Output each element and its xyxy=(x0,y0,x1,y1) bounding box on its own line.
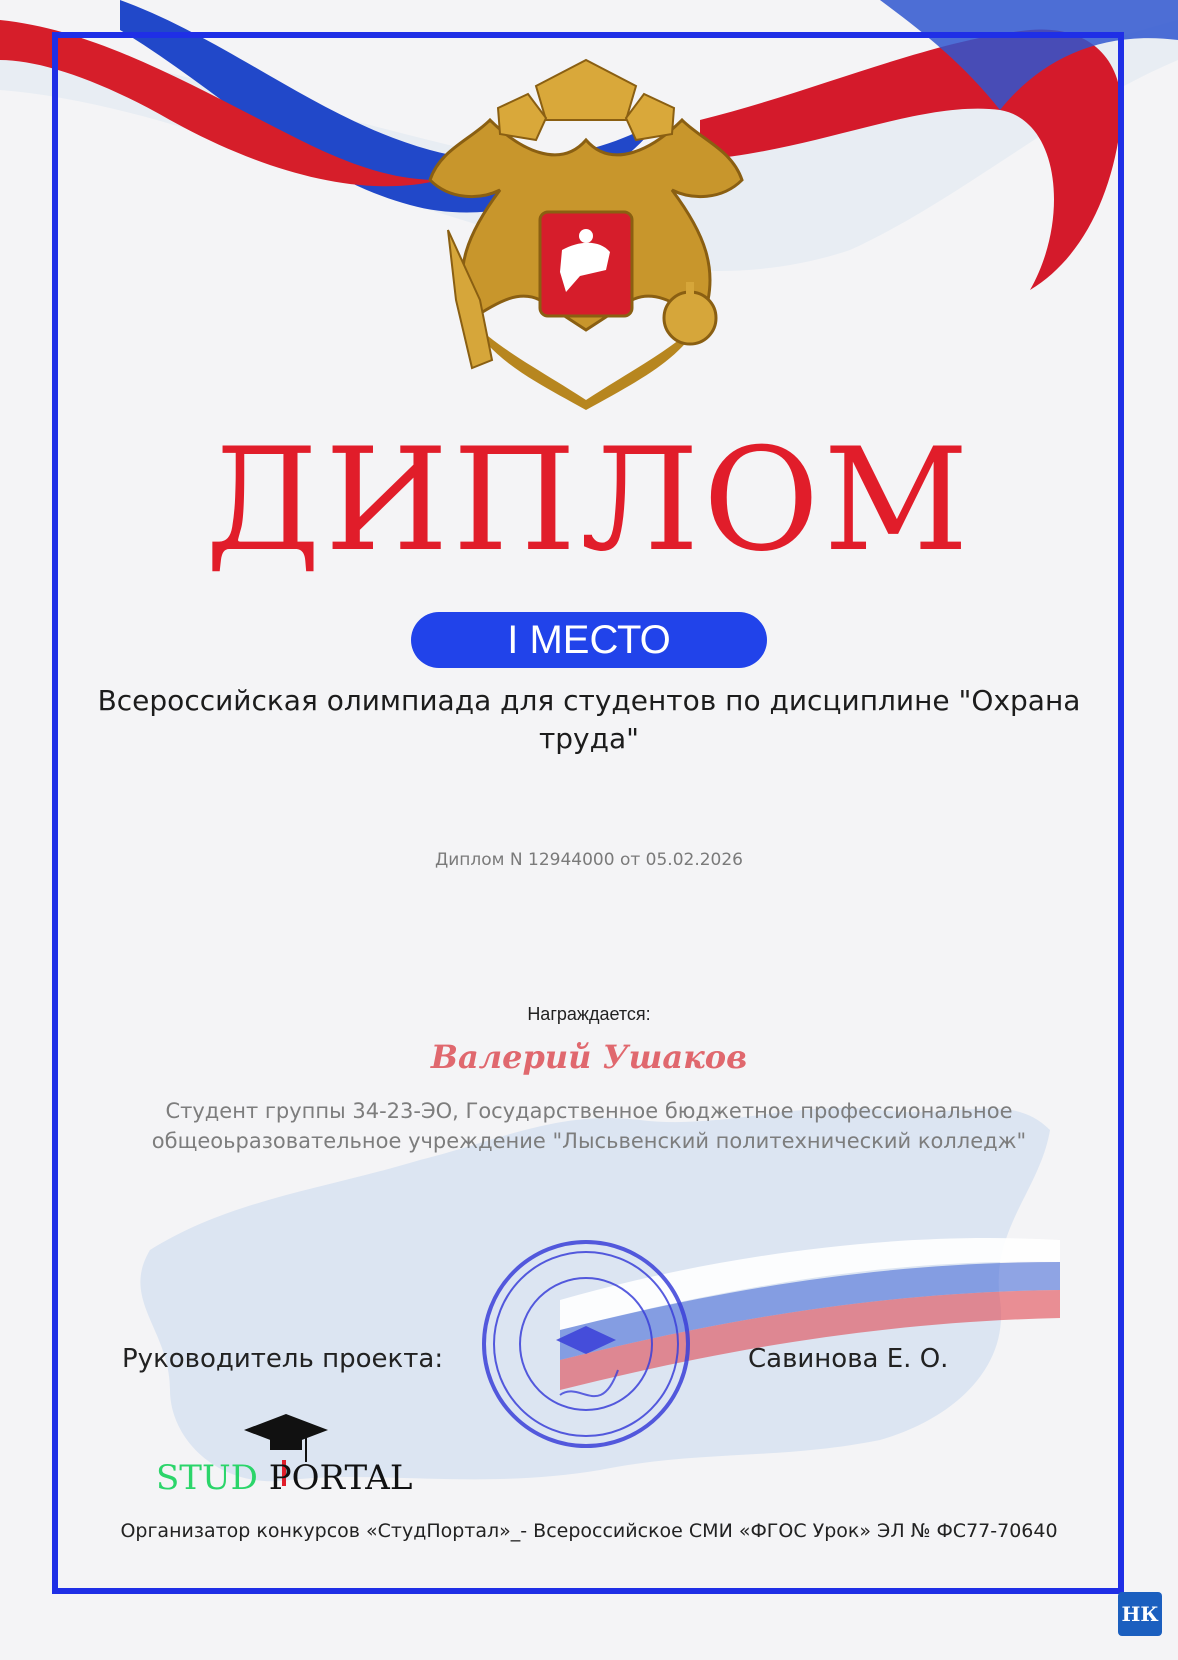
recipient-name: Валерий Ушаков xyxy=(430,1038,748,1076)
place-badge: I МЕСТО xyxy=(411,612,767,668)
signature-name: Савинова Е. О. xyxy=(748,1344,949,1374)
awarded-label: Награждается: xyxy=(527,1004,651,1024)
organizer-footer: Организатор конкурсов «СтудПортал»_- Всероссийское СМИ «ФГОС Урок» ЭЛ № ФС77-70640 xyxy=(120,1520,1058,1542)
recipient-description: Студент группы 34-23-ЭО, Государственное бюджетное профессиональное общеоьразовательное учреждение "Лысьвенский политехнический колледж" xyxy=(151,1099,1027,1153)
diploma-title: ДИПЛОМ xyxy=(205,418,973,583)
studportal-logo xyxy=(150,1410,420,1520)
logo-stud: STUD xyxy=(156,1458,258,1498)
diploma-number: Диплом N 12944000 от 05.02.2026 xyxy=(434,850,744,870)
logo-portal: PORTAL xyxy=(268,1458,413,1498)
signature-role: Руководитель проекта: xyxy=(122,1344,444,1374)
olympiad-name: Всероссийская олимпиада для студентов по дисциплине "Охрана труда" xyxy=(97,684,1081,755)
corner-logo-badge: НК xyxy=(1118,1592,1162,1636)
